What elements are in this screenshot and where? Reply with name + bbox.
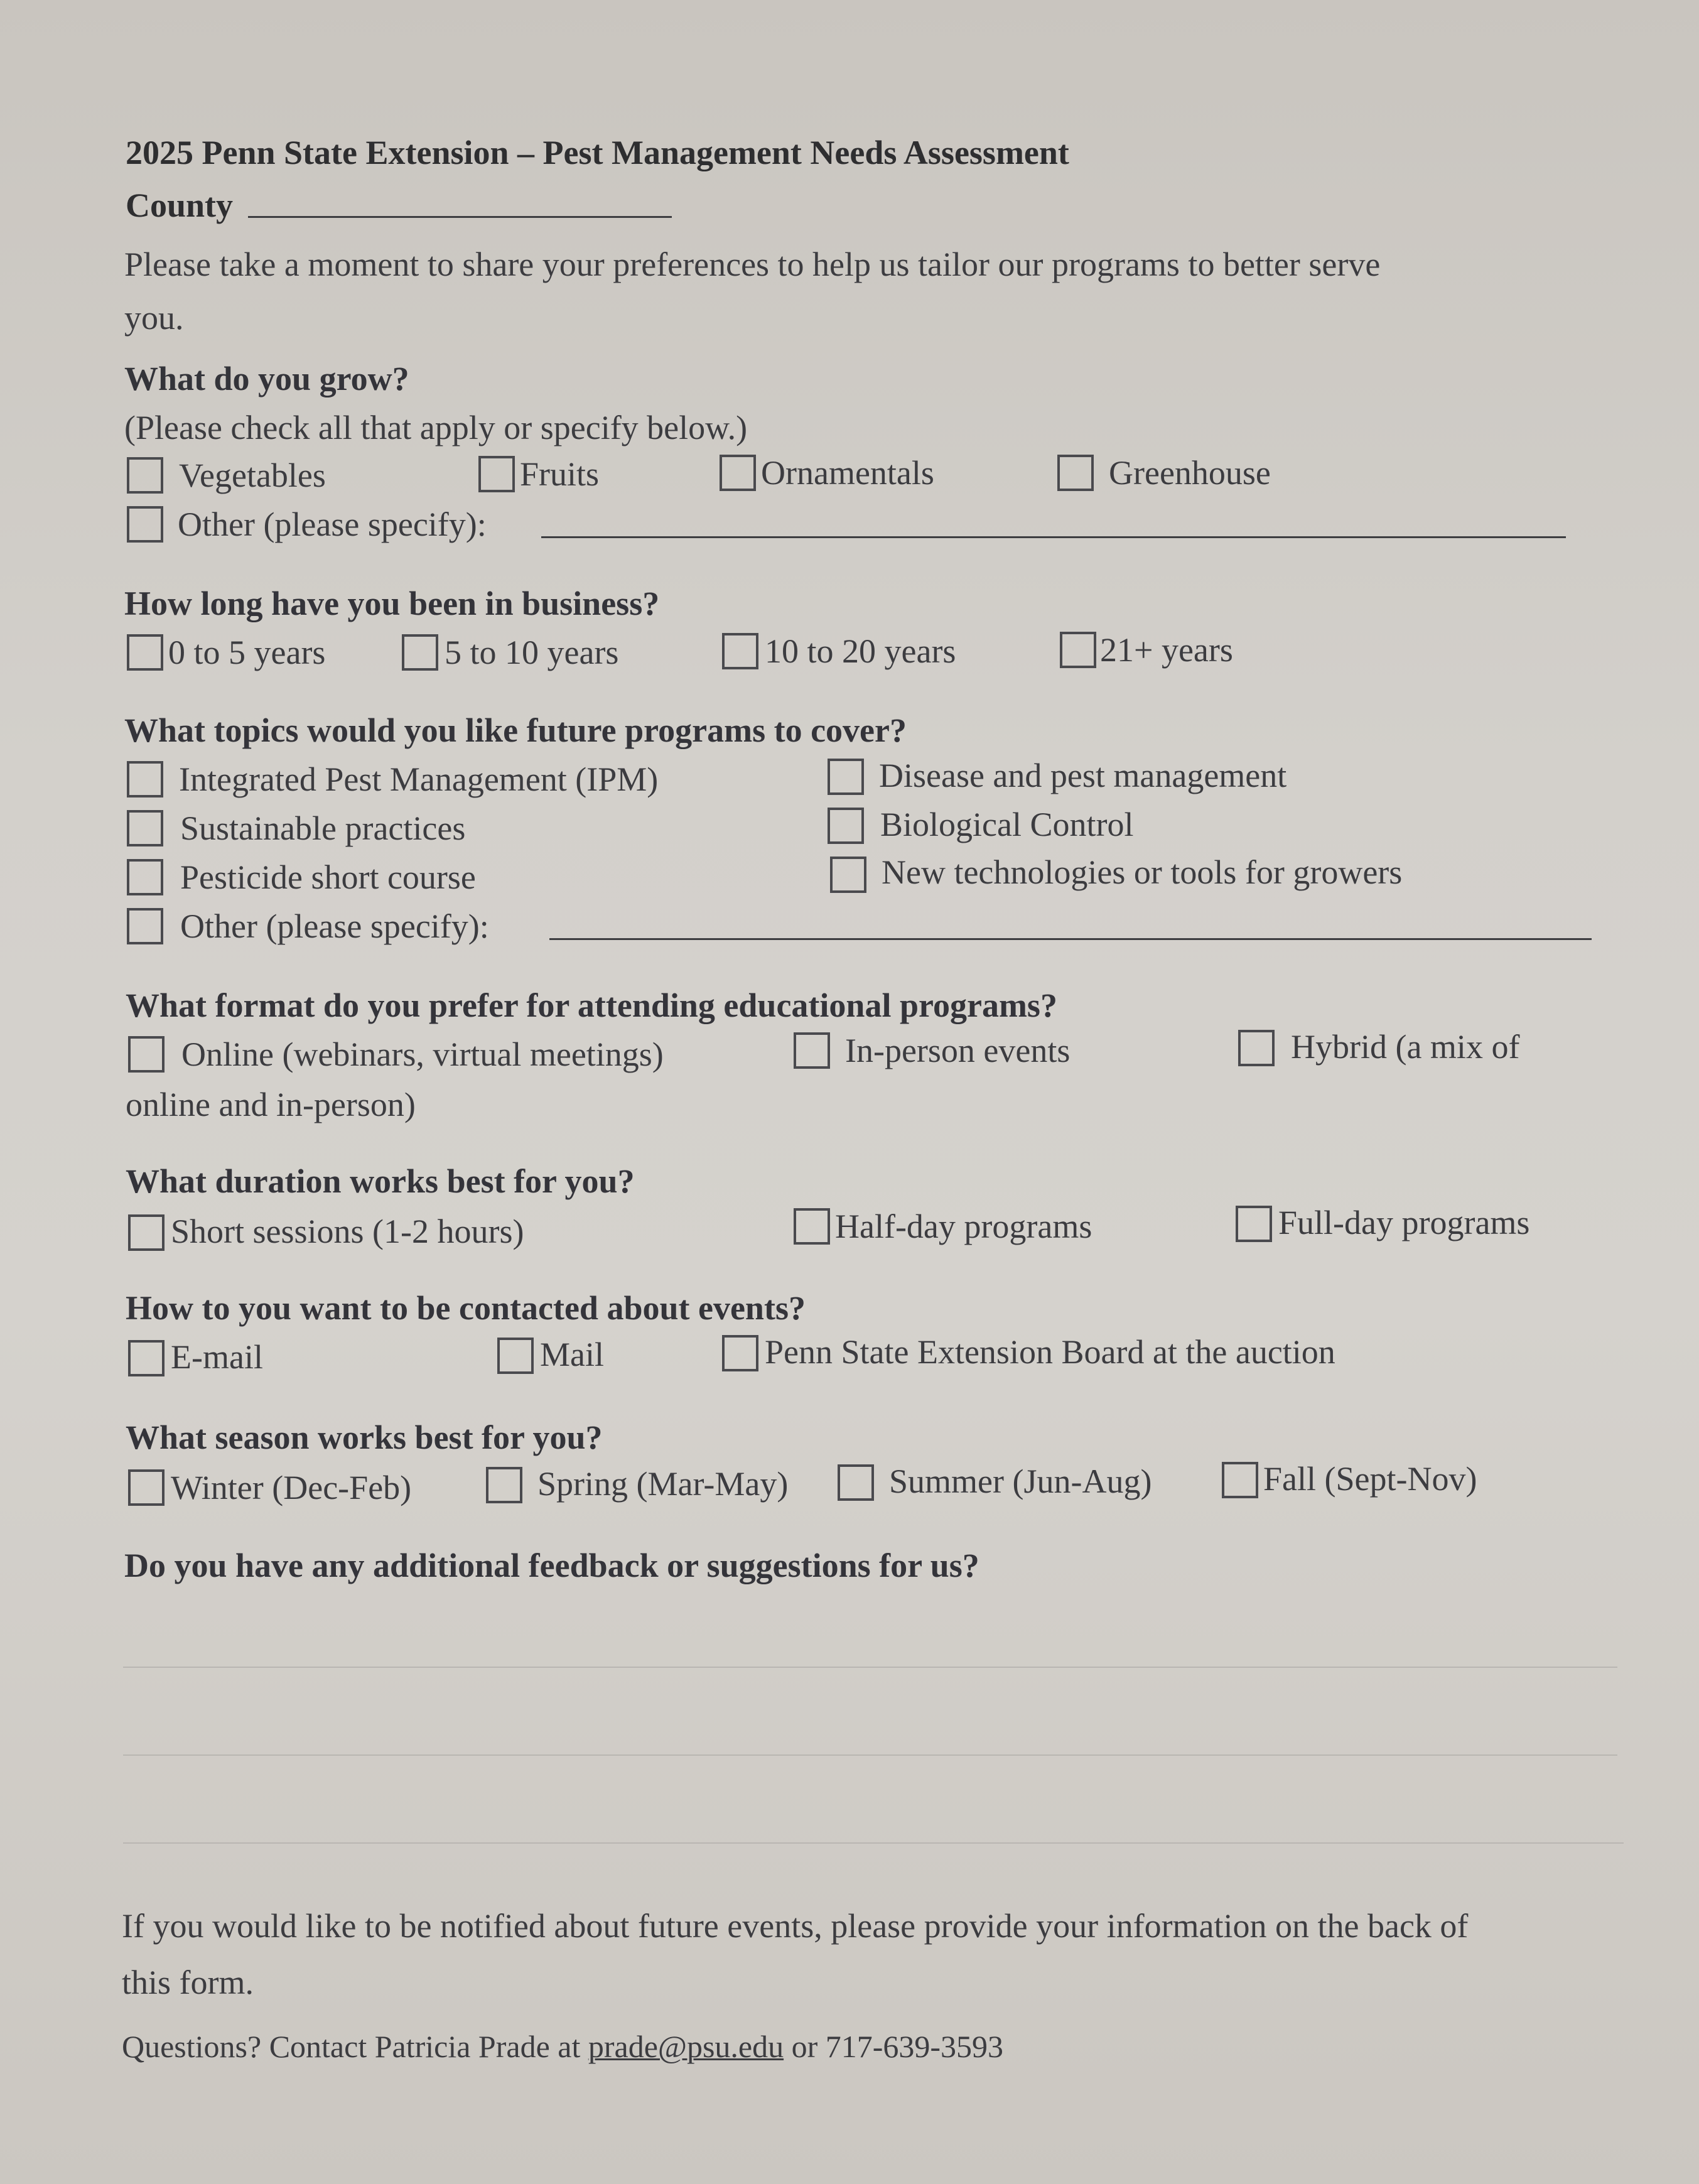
checkbox-sustainable[interactable]	[127, 810, 163, 846]
checkbox-hybrid[interactable]	[1238, 1030, 1275, 1066]
checkbox-ornamentals[interactable]	[720, 455, 756, 491]
county-label: County	[126, 187, 234, 224]
checkbox-full-day[interactable]	[1236, 1206, 1272, 1242]
contact-line	[122, 2028, 1003, 2065]
checkbox-summer[interactable]	[838, 1464, 874, 1501]
form-title: 2025 Penn State Extension – Pest Management Needs Assessment	[126, 134, 1069, 171]
option-summer: Summer (Jun-Aug)	[889, 1462, 1152, 1500]
option-full-day: Full-day programs	[1278, 1204, 1530, 1241]
option-new-technologies: New technologies or tools for growers	[882, 853, 1403, 891]
checkbox-extension-board[interactable]	[722, 1335, 758, 1371]
option-greenhouse: Greenhouse	[1109, 454, 1271, 492]
option-winter: Winter (Dec-Feb)	[171, 1469, 412, 1506]
checkbox-winter[interactable]	[128, 1469, 165, 1506]
checkbox-in-person[interactable]	[794, 1032, 830, 1069]
checkbox-topics-other[interactable]	[127, 908, 163, 944]
option-hybrid-wrap: online and in-person)	[126, 1086, 416, 1123]
option-fruits: Fruits	[520, 455, 600, 493]
option-sustainable: Sustainable practices	[180, 809, 466, 847]
checkbox-mail[interactable]	[497, 1338, 534, 1374]
option-extension-board: Penn State Extension Board at the auction	[765, 1333, 1335, 1371]
option-pesticide-course: Pesticide short course	[180, 858, 476, 896]
checkbox-0-5-years[interactable]	[127, 634, 163, 671]
question-format: What format do you prefer for attending educational programs?	[126, 987, 1057, 1024]
checkbox-spring[interactable]	[486, 1467, 522, 1503]
question-contact: How to you want to be contacted about events?	[126, 1289, 806, 1327]
option-hybrid: Hybrid (a mix of	[1291, 1028, 1520, 1066]
question-feedback: Do you have any additional feedback or suggestions for us?	[124, 1547, 979, 1584]
feedback-line-1[interactable]	[123, 1667, 1617, 1668]
option-half-day: Half-day programs	[835, 1208, 1092, 1245]
contact-prefix: Questions? Contact Patricia Prade at	[122, 2029, 581, 2064]
option-ipm: Integrated Pest Management (IPM)	[179, 760, 659, 798]
option-21-plus-years: 21+ years	[1100, 631, 1233, 669]
checkbox-fruits[interactable]	[478, 456, 515, 492]
checkbox-pesticide-course[interactable]	[127, 859, 163, 895]
option-short-sessions: Short sessions (1-2 hours)	[171, 1213, 524, 1250]
option-mail: Mail	[540, 1336, 604, 1373]
checkbox-short-sessions[interactable]	[128, 1214, 165, 1251]
checkbox-grow-other[interactable]	[127, 506, 163, 543]
checkbox-greenhouse[interactable]	[1057, 455, 1094, 491]
option-0-5-years: 0 to 5 years	[168, 634, 326, 671]
checkbox-biological-control[interactable]	[828, 808, 864, 844]
checkbox-21-plus-years[interactable]	[1060, 632, 1096, 668]
grow-other-label: Other (please specify):	[178, 505, 487, 543]
option-spring: Spring (Mar-May)	[537, 1465, 789, 1503]
question-grow: What do you grow?	[124, 360, 409, 397]
option-disease-pest: Disease and pest management	[879, 757, 1287, 794]
checkbox-fall[interactable]	[1222, 1462, 1258, 1498]
intro-line-1: Please take a moment to share your preferences to help us tailor our programs to better serve	[124, 246, 1381, 283]
question-duration: What duration works best for you?	[126, 1162, 635, 1200]
topics-other-input-line[interactable]	[549, 938, 1592, 940]
intro-line-2: you.	[124, 299, 184, 337]
checkbox-5-10-years[interactable]	[402, 634, 438, 671]
contact-phone: or 717-639-3593	[791, 2029, 1004, 2064]
checkbox-ipm[interactable]	[127, 761, 163, 797]
grow-other-input-line[interactable]	[541, 536, 1566, 538]
checkbox-email[interactable]	[128, 1340, 165, 1376]
question-season: What season works best for you?	[126, 1419, 603, 1456]
option-biological-control: Biological Control	[880, 806, 1134, 843]
option-email: E-mail	[171, 1338, 263, 1376]
option-fall: Fall (Sept-Nov)	[1263, 1460, 1477, 1498]
checkbox-online[interactable]	[128, 1036, 165, 1073]
question-topics: What topics would you like future programs to cover?	[124, 711, 907, 749]
county-input-line[interactable]	[248, 216, 672, 218]
email-link[interactable]: prade@psu.edu	[588, 2029, 784, 2064]
checkbox-10-20-years[interactable]	[722, 633, 758, 669]
option-ornamentals: Ornamentals	[761, 454, 934, 492]
checkbox-vegetables[interactable]	[127, 457, 163, 494]
option-vegetables: Vegetables	[179, 457, 326, 494]
checkbox-new-technologies[interactable]	[830, 857, 866, 893]
option-in-person: In-person events	[845, 1032, 1071, 1069]
option-10-20-years: 10 to 20 years	[765, 632, 956, 670]
notify-line-1: If you would like to be notified about future events, please provide your information on the back of	[122, 1907, 1469, 1945]
feedback-line-2[interactable]	[123, 1754, 1617, 1756]
notify-line-2: this form.	[122, 1964, 254, 2001]
feedback-line-3[interactable]	[123, 1842, 1624, 1844]
option-5-10-years: 5 to 10 years	[445, 634, 619, 671]
grow-instruction: (Please check all that apply or specify below.)	[124, 409, 748, 446]
checkbox-disease-pest[interactable]	[828, 759, 864, 795]
topics-other-label: Other (please specify):	[180, 907, 489, 945]
question-business: How long have you been in business?	[124, 585, 660, 622]
option-online: Online (webinars, virtual meetings)	[181, 1035, 664, 1073]
checkbox-half-day[interactable]	[794, 1208, 830, 1245]
